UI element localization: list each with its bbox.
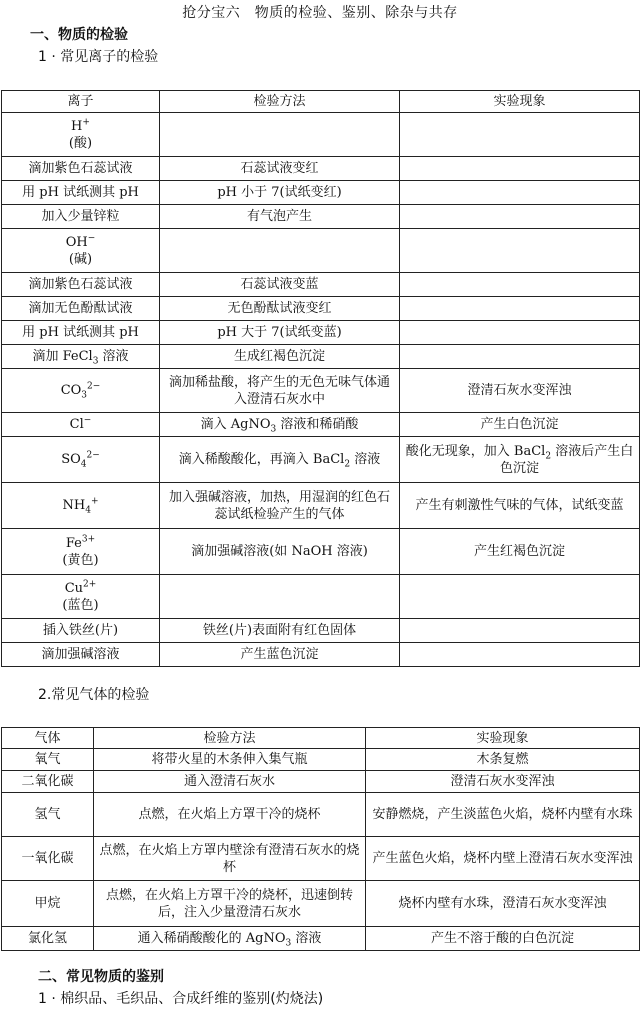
table-row [2,575,640,619]
table-cell: 通入稀硝酸酸化的 AgNO$_3$ 溶液 [94,927,366,951]
subheading-ions: 1 · 常见离子的检验 [38,49,159,65]
table-row [2,205,640,229]
ion-cell-fe: $Fe^{3+}$ (黄色) [2,529,160,575]
section-heading-1: 一、物质的检验 [30,27,128,43]
column-header: 检验方法 [160,91,400,113]
column-header: 气体 [2,728,94,749]
table-cell: 安静燃烧，产生淡蓝色火焰，烧杯内壁有水珠 [366,793,640,837]
ion-cell-co3: $CO_3^{2-}$ [2,369,160,413]
table-cell: 滴加紫色石蕊试液 [2,273,160,297]
table-cell: 通入澄清石灰水 [94,771,366,793]
table-cell: 产生红褐色沉淀 [400,529,640,575]
table-cell: 氧气 [2,749,94,771]
table-row [2,113,640,157]
ion-cell-h [2,113,160,157]
ion-cell-cl: Cl− [2,413,160,437]
ion-cell-so4: $SO_4^{2-}$ [2,437,160,483]
table-row [2,837,640,881]
column-header: 实验现象 [400,91,640,113]
ion-cell-oh [2,229,160,273]
table-row [2,157,640,181]
ion-note: (酸) [68,135,93,151]
table-cell: 滴加稀盐酸，将产生的无色无味气体通入澄清石灰水中 [160,369,400,413]
ion-charge: − [87,233,96,244]
table-row [2,483,640,529]
subheading-fibers: 1 · 棉织品、毛织品、合成纤维的鉴别(灼烧法) [38,991,324,1007]
table-cell: 生成红褐色沉淀 [160,345,400,369]
table-cell: 石蕊试液变红 [160,157,400,181]
table-cell: 将带火星的木条伸入集气瓶 [94,749,366,771]
column-header: 实验现象 [366,728,640,749]
table-row [2,437,640,483]
table-cell: 铁丝(片)表面附有红色固体 [160,619,400,643]
ion-symbol: H [71,118,83,134]
table-cell: 甲烷 [2,881,94,927]
table-cell: 滴加 FeCl$_3$ 溶液 [2,345,160,369]
table-row [2,529,640,575]
section-heading-2: 二、常见物质的鉴别 [38,969,164,985]
table-cell: 产生有刺激性气味的气体，试纸变蓝 [400,483,640,529]
table-cell: 澄清石灰水变浑浊 [366,771,640,793]
table-cell: 氯化氢 [2,927,94,951]
table-row [2,413,640,437]
page-title: 抢分宝六 物质的检验、鉴别、除杂与共存 [182,5,458,21]
table-cell: 滴加紫色石蕊试液 [2,157,160,181]
table-cell: 石蕊试液变蓝 [160,273,400,297]
table-cell: 产生白色沉淀 [400,413,640,437]
table-row [2,619,640,643]
table-cell: 木条复燃 [366,749,640,771]
table-cell: 滴入 AgNO$_3$ 溶液和稀硝酸 [160,413,400,437]
table-cell: 加入强碱溶液，加热，用湿润的红色石蕊试纸检验产生的气体 [160,483,400,529]
table-row [2,749,640,771]
table-header-row [2,728,640,749]
table-cell: 插入铁丝(片) [2,619,160,643]
table-row [2,771,640,793]
table-cell: 一氧化碳 [2,837,94,881]
table-cell: 滴加强碱溶液 [2,643,160,667]
gas-test-table [1,727,640,951]
ion-charge: + [82,117,90,128]
table-cell: 滴入稀酸酸化，再滴入 BaCl$_2$ 溶液 [160,437,400,483]
table-row [2,273,640,297]
column-header: 离子 [2,91,160,113]
table-cell: 酸化无现象，加入 BaCl$_2$ 溶液后产生白色沉淀 [400,437,640,483]
table-row [2,321,640,345]
table-cell: 用 pH 试纸测其 pH [2,321,160,345]
table-cell: 有气泡产生 [160,205,400,229]
table-cell: 加入少量锌粒 [2,205,160,229]
table-cell: 氢气 [2,793,94,837]
table-row [2,793,640,837]
subheading-gases: 2.常见气体的检验 [38,687,150,703]
column-header: 检验方法 [94,728,366,749]
table-cell: 澄清石灰水变浑浊 [400,369,640,413]
ion-test-table [1,90,640,667]
table-cell: 二氧化碳 [2,771,94,793]
table-cell: 点燃，在火焰上方罩干冷的烧杯 [94,793,366,837]
table-cell: pH 小于 7(试纸变红) [160,181,400,205]
table-row [2,297,640,321]
ion-symbol: OH [65,234,88,250]
table-cell: 点燃，在火焰上方罩干冷的烧杯，迅速倒转后，注入少量澄清石灰水 [94,881,366,927]
ion-cell-cu: $Cu^{2+}$ (蓝色) [2,575,160,619]
table-row [2,181,640,205]
table-cell: 滴加无色酚酞试液 [2,297,160,321]
table-cell: 产生蓝色火焰，烧杯内壁上澄清石灰水变浑浊 [366,837,640,881]
table-row [2,881,640,927]
table-cell: 点燃，在火焰上方罩内壁涂有澄清石灰水的烧杯 [94,837,366,881]
table-cell: 用 pH 试纸测其 pH [2,181,160,205]
table-cell: 产生蓝色沉淀 [160,643,400,667]
table-cell: pH 大于 7(试纸变蓝) [160,321,400,345]
ion-note: (碱) [68,251,93,267]
table-row [2,927,640,951]
table-cell: 无色酚酞试液变红 [160,297,400,321]
table-cell: 烧杯内壁有水珠，澄清石灰水变浑浊 [366,881,640,927]
table-row [2,643,640,667]
table-cell: 产生不溶于酸的白色沉淀 [366,927,640,951]
table-header-row [2,91,640,113]
ion-cell-nh4: $NH_4^+$ [2,483,160,529]
table-row [2,369,640,413]
table-row [2,229,640,273]
table-row [2,345,640,369]
table-cell: 滴加强碱溶液(如 NaOH 溶液) [160,529,400,575]
